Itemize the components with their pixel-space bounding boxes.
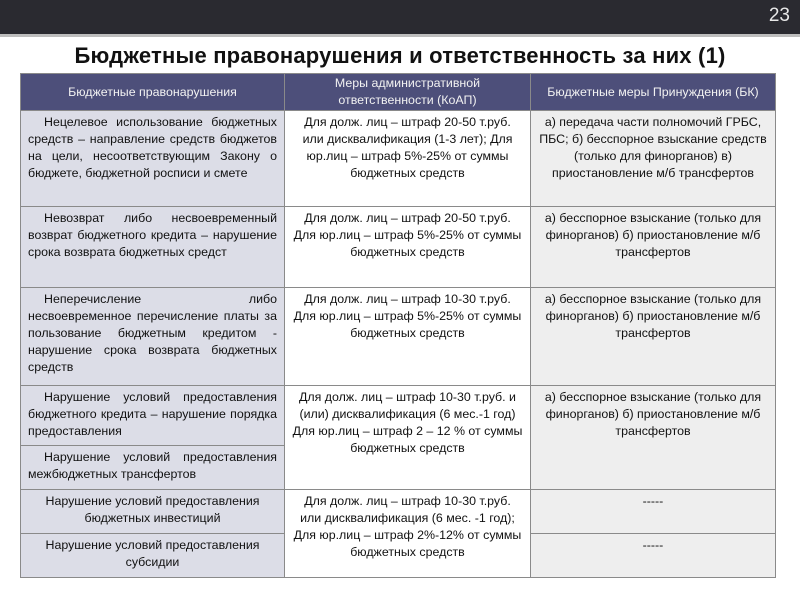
- table-row: [21, 490, 776, 534]
- measures-cell: а) бесспорное взыскание (только для финорганов) б) приостановление м/б трансфертов: [531, 386, 776, 490]
- measures-cell: а) передача части полномочий ГРБС, ПБС; б) бесспорное взыскание средств (только для финорганов) в) приостановление м/б трансфертов: [531, 111, 776, 207]
- admin-cell: Для долж. лиц – штраф 10-30 т.руб. Для юр.лиц – штраф 5%-25% от суммы бюджетных средств: [285, 288, 531, 386]
- violation-cell: Нарушение условий предоставления межбюджетных трансфертов: [21, 446, 285, 490]
- table-header-row: [21, 74, 776, 111]
- table-row: [21, 288, 776, 386]
- violation-cell: Нарушение условий предоставления бюджетных инвестиций: [21, 490, 285, 534]
- violation-cell: Невозврат либо несвоевременный возврат бюджетного кредита – нарушение срока возврата бюджетных средст: [21, 207, 285, 288]
- page-title: Бюджетные правонарушения и ответственность за них (1): [74, 43, 726, 68]
- admin-cell: Для долж. лиц – штраф 20-50 т.руб. или дисквалификация (1-3 лет); Для юр.лиц – штраф 5%-25% от суммы бюджетных средств: [285, 111, 531, 207]
- measures-cell: а) бесспорное взыскание (только для финорганов) б) приостановление м/б трансфертов: [531, 207, 776, 288]
- violation-cell: Нецелевое использование бюджетных средств – направление средств бюджетов на цели, несоответствующим Закону о бюджете, бюджетной росписи и смете: [21, 111, 285, 207]
- table-row: [21, 207, 776, 288]
- header-violations: Бюджетные правонарушения: [21, 74, 285, 111]
- top-bar-divider: [0, 34, 800, 37]
- violation-cell: Нарушение условий предоставления бюджетного кредита – нарушение порядка предоставления: [21, 386, 285, 446]
- top-bar: [0, 0, 800, 34]
- admin-cell: Для долж. лиц – штраф 10-30 т.руб. и (или) дисквалификация (6 мес.-1 год) Для юр.лиц – штраф 2 – 12 % от суммы бюджетных средств: [285, 386, 531, 490]
- measures-cell: а) бесспорное взыскание (только для финорганов) б) приостановление м/б трансфертов: [531, 288, 776, 386]
- header-budget-measures: Бюджетные меры Принуждения (БК): [531, 74, 776, 111]
- violations-table: [20, 73, 776, 578]
- violation-cell: Неперечисление либо несвоевременное перечисление платы за пользование бюджетным кредитом - нарушение срока возврата бюджетных средств: [21, 288, 285, 386]
- measures-cell: -----: [531, 490, 776, 534]
- admin-cell: Для долж. лиц – штраф 10-30 т.руб. или дисквалификация (6 мес. -1 год); Для юр.лиц – штраф 2%-12% от суммы бюджетных средств: [285, 490, 531, 578]
- admin-cell: Для долж. лиц – штраф 20-50 т.руб. Для юр.лиц – штраф 5%-25% от суммы бюджетных средств: [285, 207, 531, 288]
- table-row: [21, 111, 776, 207]
- measures-cell: -----: [531, 534, 776, 578]
- slide-number: 23: [768, 5, 790, 26]
- header-admin-liability: Меры административной ответственности (КоАП): [285, 74, 531, 111]
- table-row: [21, 386, 776, 446]
- violation-cell: Нарушение условий предоставления субсидии: [21, 534, 285, 578]
